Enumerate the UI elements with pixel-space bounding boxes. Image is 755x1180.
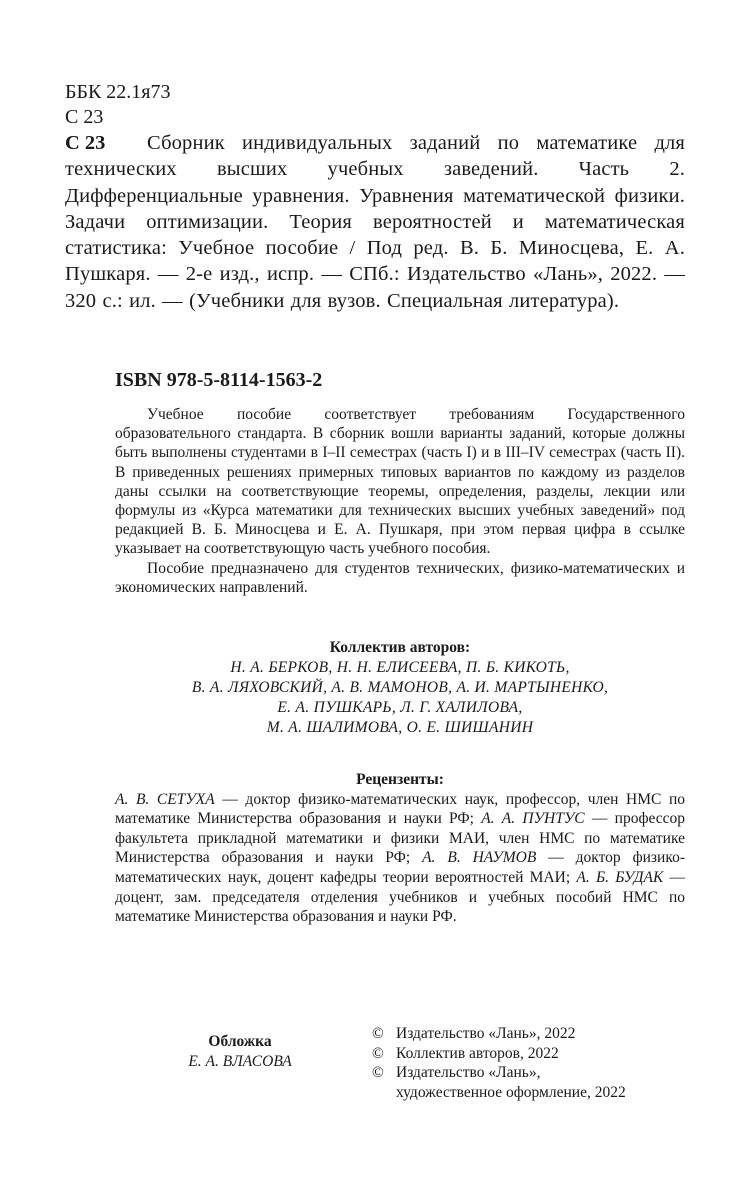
cover-credit — [155, 1032, 325, 1072]
reviewers-block — [115, 770, 685, 927]
isbn: ISBN 978-5-8114-1563-2 — [115, 369, 323, 391]
copyright-text: Издательство «Лань», — [396, 1064, 541, 1081]
authors-line: В. А. ЛЯХОВСКИЙ, А. В. МАМОНОВ, А. И. МАРТЫНЕНКО, — [191, 679, 609, 696]
reviewers-heading: Рецензенты: — [356, 771, 444, 788]
copyright-icon: © — [372, 1025, 384, 1042]
copyright-line — [372, 1044, 626, 1064]
authors-line: Н. А. БЕРКОВ, Н. Н. ЕЛИСЕЕВА, П. Б. КИКОТЬ, — [230, 659, 570, 676]
reviewer-name: А. В. СЕТУХА — [115, 790, 215, 808]
bbk-classification — [65, 80, 171, 130]
authors-line: М. А. ШАЛИМОВА, О. Е. ШИШАНИН — [266, 719, 534, 736]
copyright-text: Коллектив авторов, 2022 — [396, 1044, 559, 1062]
copyright-line — [372, 1083, 626, 1103]
authors-block — [115, 638, 685, 738]
entry-description: Сборник индивидуальных заданий по математике для технических высших учебных заведений. Часть 2. Дифференциальные уравнения. Уравнения математической физики. Задачи оптимизации. Теория вероятностей и математическая статистика: Учебное пособие / Под ред. В. Б. Миносцева, Е. А. Пушкаря. — 2-е изд., испр. — СПб.: Издательство «Лань», 2022. — 320 с.: ил. — (Учебники для вузов. Специальная литература). — [65, 132, 685, 312]
authors-line: Е. А. ПУШКАРЬ, Л. Г. ХАЛИЛОВА, — [277, 699, 523, 716]
reviewer-name: А. А. ПУНТУС — [481, 810, 585, 828]
cover-heading: Обложка — [208, 1033, 272, 1050]
annotation-paragraph-2: Пособие предназначено для студентов технических, физико-математических и экономических направлений. — [115, 559, 685, 596]
reviewer-info: — доктор физико-математических наук, профессор, член НМС по математике Министерства образования и науки РФ; — [115, 790, 685, 828]
copyright-text: художественное оформление, 2022 — [396, 1083, 626, 1101]
reviewer-info: — профессор факультета прикладной математики и физики МАИ, член НМС по математике Министерства образования и науки РФ; — [115, 810, 686, 867]
reviewer-name: А. Б. БУДАК — [576, 868, 664, 886]
reviewers-text — [115, 790, 685, 927]
annotation — [115, 405, 685, 597]
reviewer-name: А. В. НАУМОВ — [422, 849, 537, 867]
authors-heading: Коллектив авторов: — [329, 639, 471, 656]
reviewer-info: — доктор физико-математических наук, доцент кафедры теории вероятностей МАИ; — [115, 849, 685, 886]
copyright-icon: © — [372, 1064, 384, 1081]
copyright-text: Издательство «Лань», 2022 — [396, 1025, 576, 1042]
copyright-block — [372, 1024, 626, 1102]
author-mark: С 23 — [65, 106, 104, 128]
reviewer-info: — доцент, зам. председателя отделения учебников и учебных пособий НМС по математике Министерства образования и науки РФ. — [115, 868, 685, 926]
entry-code: С 23 — [65, 132, 106, 154]
bibliographic-entry — [65, 130, 685, 314]
cover-designer: Е. А. ВЛАСОВА — [188, 1053, 292, 1070]
copyright-icon: © — [372, 1044, 384, 1062]
copyright-line — [372, 1024, 626, 1044]
annotation-paragraph-1: Учебное пособие соответствует требованиям Государственного образовательного стандарта. В сборник вошли варианты заданий, которые должны быть выполнены студентами в I–II семестрах (часть I) и в III–IV семестрах (часть II). В приведенных решениях примерных типовых вариантов по каждому из разделов даны ссылки на соответствующие теоремы, определения, разделы, лекции или формулы из «Курса математики для технических высших учебных заведений» под редакцией В. Б. Миносцева и Е. А. Пушкаря, при этом первая цифра в ссылке указывает на соответствующую часть учебного пособия. — [115, 406, 685, 558]
bbk-index: ББК 22.1я73 — [65, 81, 171, 103]
copyright-line — [372, 1063, 626, 1083]
